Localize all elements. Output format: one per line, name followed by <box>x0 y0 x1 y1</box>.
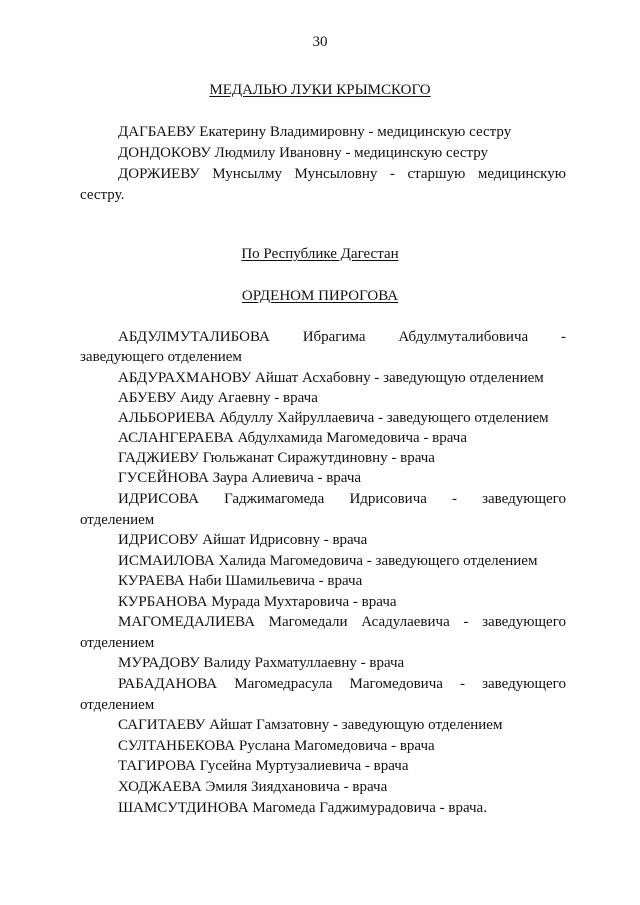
medal-heading: МЕДАЛЬЮ ЛУКИ КРЫМСКОГО <box>209 82 431 98</box>
word: заведующего <box>482 676 566 692</box>
word: АБДУЛМУТАЛИБОВА <box>118 329 270 345</box>
word: Магомедрасула <box>234 676 333 692</box>
award-entry: КУРБАНОВА Мурада Мухтаровича - врача <box>118 594 397 610</box>
word: Ибрагима <box>302 329 366 345</box>
award-entry: ГАДЖИЕВУ Гюльжанат Сиражутдиновну - врача <box>118 450 435 466</box>
award-entry-wrapped <box>118 491 566 508</box>
award-entry-continuation: сестру. <box>80 187 125 203</box>
word: - <box>463 614 469 630</box>
word: - <box>452 491 457 507</box>
award-entry: АЛЬБОРИЕВА Абдуллу Хайруллаевича - заведующего отделением <box>118 410 549 426</box>
page-number: 30 <box>312 34 328 50</box>
word: заведующего <box>482 491 566 507</box>
award-entry: ТАГИРОВА Гусейна Муртузалиевича - врача <box>118 758 409 774</box>
word: Абдулмуталибовича <box>398 329 529 345</box>
word: ИДРИСОВА <box>118 491 199 507</box>
order-heading: ОРДЕНОМ ПИРОГОВА <box>241 288 399 304</box>
award-entry: АБДУРАХМАНОВУ Айшат Асхабовну - заведующую отделением <box>118 370 544 386</box>
word: - <box>389 166 395 182</box>
word: Мунсыловну <box>294 166 378 182</box>
award-entry: АБУЕВУ Аиду Агаевну - врача <box>118 390 318 406</box>
word: Мунсылму <box>212 166 282 182</box>
word: МАГОМЕДАЛИЕВА <box>118 614 255 630</box>
award-entry-continuation: отделением <box>80 635 155 651</box>
award-entry-wrapped <box>118 614 566 631</box>
award-entry: САГИТАЕВУ Айшат Гамзатовну - заведующую отделением <box>118 717 503 733</box>
word: медицинскую <box>477 166 566 182</box>
award-entry: ИДРИСОВУ Айшат Идрисовну - врача <box>118 532 368 548</box>
award-entry-wrapped <box>118 676 566 693</box>
word: Магомедали <box>268 614 348 630</box>
region-heading: По Республике Дагестан <box>241 246 399 262</box>
award-entry: КУРАЕВА Наби Шамильевича - врача <box>118 573 363 589</box>
award-entry-wrapped <box>118 166 566 183</box>
award-entry-continuation: отделением <box>80 512 155 528</box>
award-entry: АСЛАНГЕРАЕВА Абдулхамида Магомедовича - врача <box>118 430 467 446</box>
award-entry: ДАГБАЕВУ Екатерину Владимировну - медицинскую сестру <box>118 124 512 140</box>
award-entry: ИСМАИЛОВА Халида Магомедовича - заведующего отделением <box>118 553 538 569</box>
word: заведующего <box>482 614 566 630</box>
award-entry: МУРАДОВУ Валиду Рахматуллаевну - врача <box>118 655 405 671</box>
word: ДОРЖИЕВУ <box>118 166 200 182</box>
word: - <box>460 676 465 692</box>
award-entry: ДОНДОКОВУ Людмилу Ивановну - медицинскую сестру <box>118 145 489 161</box>
award-entry: ХОДЖАЕВА Эмиля Зиядхановича - врача <box>118 779 388 795</box>
award-entry: ГУСЕЙНОВА Заура Алиевича - врача <box>118 470 362 486</box>
word: - <box>561 329 566 345</box>
award-entry: СУЛТАНБЕКОВА Руслана Магомедовича - врача <box>118 738 435 754</box>
award-entry: ШАМСУТДИНОВА Магомеда Гаджимурадовича - врача. <box>118 800 487 816</box>
award-entry-wrapped <box>118 329 566 346</box>
word: Идрисовича <box>349 491 427 507</box>
award-entry-continuation: отделением <box>80 697 155 713</box>
award-entry-continuation: заведующего отделением <box>80 349 242 365</box>
word: Гаджимагомеда <box>224 491 325 507</box>
word: Асадулаевича <box>361 614 450 630</box>
word: РАБАДАНОВА <box>118 676 218 692</box>
word: Магомедовича <box>349 676 443 692</box>
word: старшую <box>407 166 466 182</box>
